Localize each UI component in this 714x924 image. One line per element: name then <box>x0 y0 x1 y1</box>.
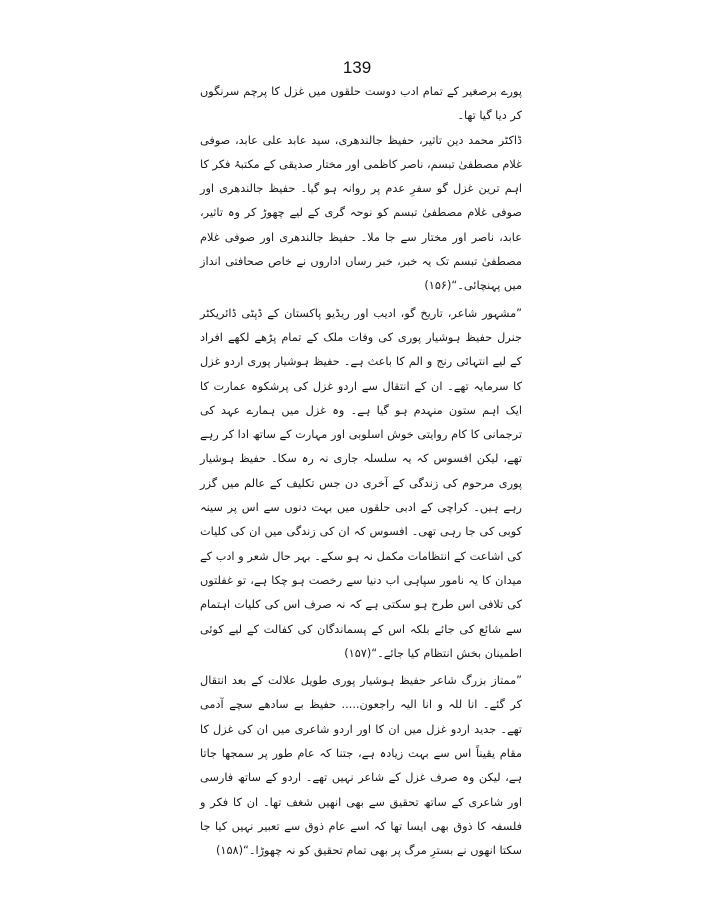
paragraph-quote-1: ”مشہور شاعر، تاریخ گو، ادیب اور ریڈیو پاکستان کے ڈپٹی ڈائریکٹر جنرل حفیظ ہوشیار پوری کی وفات ملک کے تمام پڑھے لکھے افراد کے لیے انتہائی رنج و الم کا باعث ہے۔ حفیظ ہوشیار پوری اردو غزل کا سرمایہ تھے۔ ان کے انتقال سے اردو غزل کی پرشکوہ عمارت کا ایک اہم ستون منہدم ہو گیا ہے۔ وہ غزل میں ہمارے عہد کی ترجمانی کا کام روایتی خوش اسلوبی اور مہارت کے ساتھ ادا کر رہے تھے، لیکن افسوس کہ یہ سلسلہ جاری نہ رہ سکا۔ حفیظ ہوشیار پوری مرحوم کی زندگی کے آخری دن جس تکلیف کے عالم میں گزر رہے ہیں۔ کراچی کے ادبی حلقوں میں بہت دنوں سے اس پر سینہ کوبی کی جا رہی تھی۔ افسوس کہ ان کی زندگی میں ان کی کلیات کی اشاعت کے انتظامات مکمل نہ ہو سکے۔ بہر حال شعر و ادب کے میدان کا یہ نامور سپاہی اب دنیا سے رخصت ہو چکا ہے، تو غفلتوں کی تلافی اس طرح ہو سکتی ہے کہ نہ صرف اس کی کلیات اہتمام سے شائع کی جائے بلکہ اس کے پسماندگان کی کفالت کے لیے کوئی اطمینان بخش انتظام کیا جائے۔“(۱۵۷) <box>200 306 522 660</box>
paragraph-news-report: ڈاکٹر محمد دین تاثیر، حفیظ جالندھری، سید عابد علی عابد، صوفی غلام مصطفیٰ تبسم، ناصر کاظمی اور مختار صدیقی کے مکتبۂ فکر کا اہم ترین غزل گو سفرِ عدم پر روانہ ہو گیا۔ حفیظ جالندھری اور صوفی غلام مصطفیٰ تبسم کو نوحہ گری کے لیے چھوڑ کر وہ تاثیر، عابد، ناصر اور مختار سے جا ملا۔ حفیظ جالندھری اور صوفی غلام مصطفیٰ تبسم تک یہ خبر، خبر رساں اداروں نے خاص صحافتی انداز میں پہنچائی۔“(۱۵۶) <box>200 133 522 293</box>
body-text <box>200 80 522 864</box>
paragraph-intro: پورے برصغیر کے تمام ادب دوست حلقوں میں غزل کا پرچم سرنگوں کر دیا گیا تھا۔ <box>200 85 522 123</box>
page-number: 139 <box>342 58 372 77</box>
paragraph-quote-2: ”ممتاز بزرگ شاعر حفیظ ہوشیار پوری طویل علالت کے بعد انتقال کر گئے۔ انا للہ و انا الیہ راجعون..... حفیظ بے سادھے سچے آدمی تھے۔ جدید اردو غزل میں ان کا اور اردو شاعری میں ان کی غزل کا مقام یقیناً اس سے بہت زیادہ ہے، جتنا کہ عام طور پر سمجھا جاتا ہے، لیکن وہ صرف غزل کے شاعر نہیں تھے۔ اردو کے ساتھ فارسی اور شاعری کے ساتھ تحقیق سے بھی انھیں شغف تھا۔ ان کا فکر و فلسفہ کا ذوق بھی ایسا تھا کہ اسے عام ذوق سے تعبیر نہیں کیا جا سکتا انھوں نے بسترِ مرگ پر بھی تمام تحقیق کو نہ چھوڑا۔“(۱۵۸) <box>200 674 522 858</box>
